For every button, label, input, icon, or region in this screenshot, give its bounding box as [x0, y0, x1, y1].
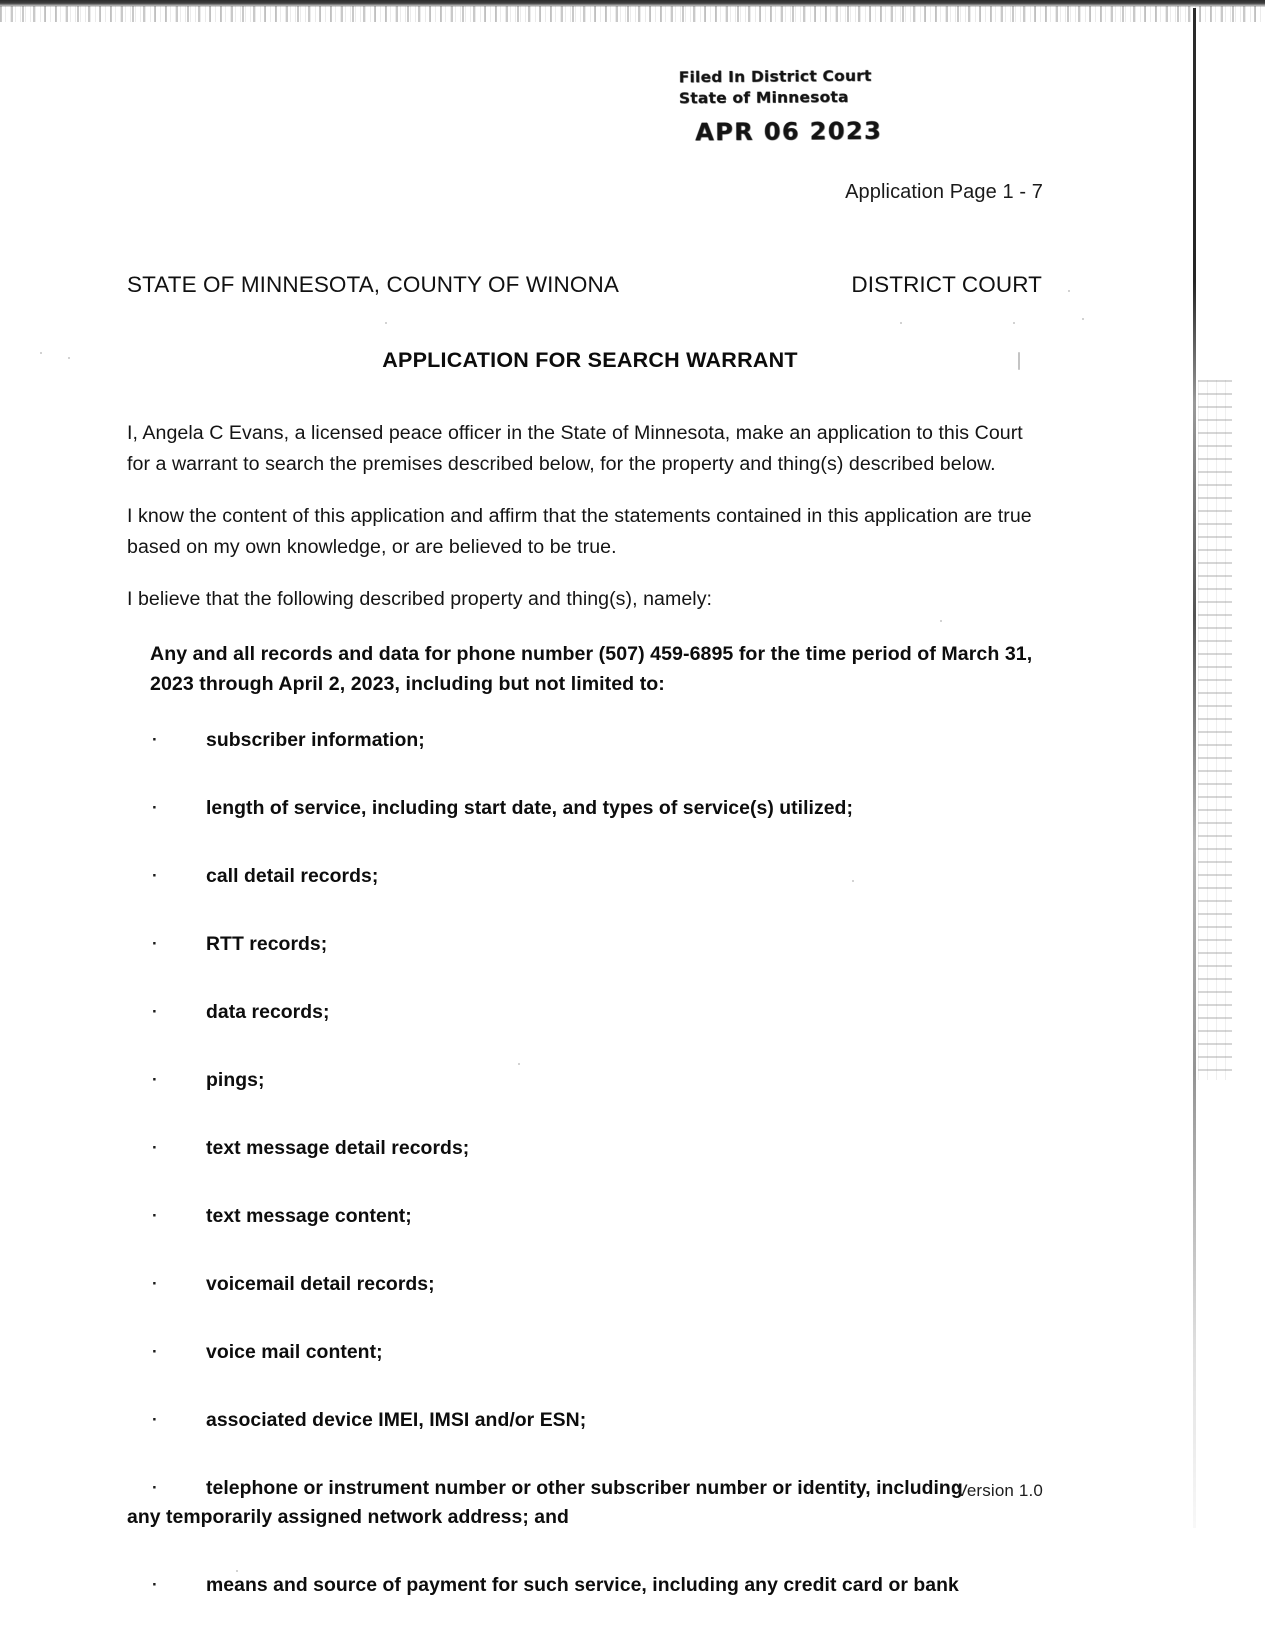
court-filing-stamp: [679, 65, 1020, 147]
list-item-label: voice mail content;: [206, 1340, 383, 1363]
list-item: [127, 794, 1045, 823]
bullet-marker-icon: ·: [152, 1069, 158, 1089]
list-item-label: length of service, including start date, and types of service(s) utilized;: [206, 796, 853, 819]
list-item: [127, 1270, 1045, 1299]
paragraph-applicant-statement: I, Angela C Evans, a licensed peace officer in the State of Minnesota, make an application to this Court for a warrant to search the premises described below, for the property and thing(s) described below.: [127, 422, 1023, 475]
paragraph-affirmation: I know the content of this application and affirm that the statements contained in this application are true based on my own knowledge, or are believed to be true.: [127, 505, 1032, 558]
bullet-marker-icon: ·: [152, 865, 158, 885]
stamp-line-court: Filed In District Court: [678, 66, 872, 87]
scan-right-speckle-artifact: [1198, 380, 1232, 1080]
bullet-marker-icon: ·: [152, 1001, 158, 1021]
court-caption: [127, 272, 1042, 298]
jurisdiction-label: STATE OF MINNESOTA, COUNTY OF WINONA: [127, 272, 619, 297]
list-item-label: RTT records;: [206, 932, 328, 955]
list-item-label: telephone or instrument number or other subscriber number or identity, including: [206, 1476, 963, 1499]
stamp-line-state: State of Minnesota: [678, 88, 849, 108]
list-item: [127, 1066, 1045, 1095]
document-title: APPLICATION FOR SEARCH WARRANT: [382, 348, 798, 372]
list-item: [127, 1406, 1045, 1435]
paragraph-belief-intro: I believe that the following described property and thing(s), namely:: [127, 588, 713, 610]
document-version-footer: Version 1.0: [956, 1481, 1043, 1500]
list-item: [127, 1338, 1045, 1367]
list-item: [127, 726, 1045, 755]
list-item-label: text message content;: [206, 1204, 412, 1227]
bullet-marker-icon: ·: [152, 729, 158, 749]
bullet-marker-icon: ·: [152, 1409, 158, 1429]
list-item: [127, 1474, 1045, 1532]
requested-records-list: [127, 726, 1045, 1600]
bullet-marker-icon: ·: [152, 797, 158, 817]
list-item-label: associated device IMEI, IMSI and/or ESN;: [206, 1408, 587, 1431]
list-item: [127, 998, 1045, 1027]
scan-right-edge-artifact: [1193, 8, 1196, 1528]
list-item: [127, 1571, 1045, 1600]
bullet-marker-icon: ·: [152, 933, 158, 953]
list-item-label: data records;: [206, 1000, 330, 1023]
bullet-marker-icon: ·: [152, 1273, 158, 1293]
list-item: [127, 862, 1045, 891]
list-item-label: voicemail detail records;: [206, 1272, 435, 1295]
list-item-label: text message detail records;: [206, 1136, 470, 1159]
list-item-label: call detail records;: [206, 864, 379, 887]
list-item-label: pings;: [206, 1068, 265, 1091]
list-item: [127, 930, 1045, 959]
list-item-continuation: any temporarily assigned network address; and: [127, 1505, 569, 1528]
bullet-marker-icon: ·: [152, 1205, 158, 1225]
court-label: DISTRICT COURT: [851, 272, 1042, 297]
scan-top-speckle-artifact: [0, 6, 1265, 22]
list-item: [127, 1202, 1045, 1231]
list-item-label: subscriber information;: [206, 728, 425, 751]
bullet-marker-icon: ·: [152, 1341, 158, 1361]
list-item-label: means and source of payment for such service, including any credit card or bank: [206, 1573, 959, 1596]
scope-statement: Any and all records and data for phone number (507) 459-6895 for the time period of March 31, 2023 through April 2, 2023, including but not limited to:: [150, 642, 1033, 695]
bullet-marker-icon: ·: [152, 1477, 158, 1497]
bullet-marker-icon: ·: [152, 1574, 158, 1594]
application-page-reference: Application Page 1 - 7: [845, 181, 1043, 203]
stamp-filing-date: APR 06 2023: [695, 116, 883, 147]
list-item: [127, 1134, 1045, 1163]
document-body: [127, 418, 1045, 1638]
bullet-marker-icon: ·: [152, 1137, 158, 1157]
